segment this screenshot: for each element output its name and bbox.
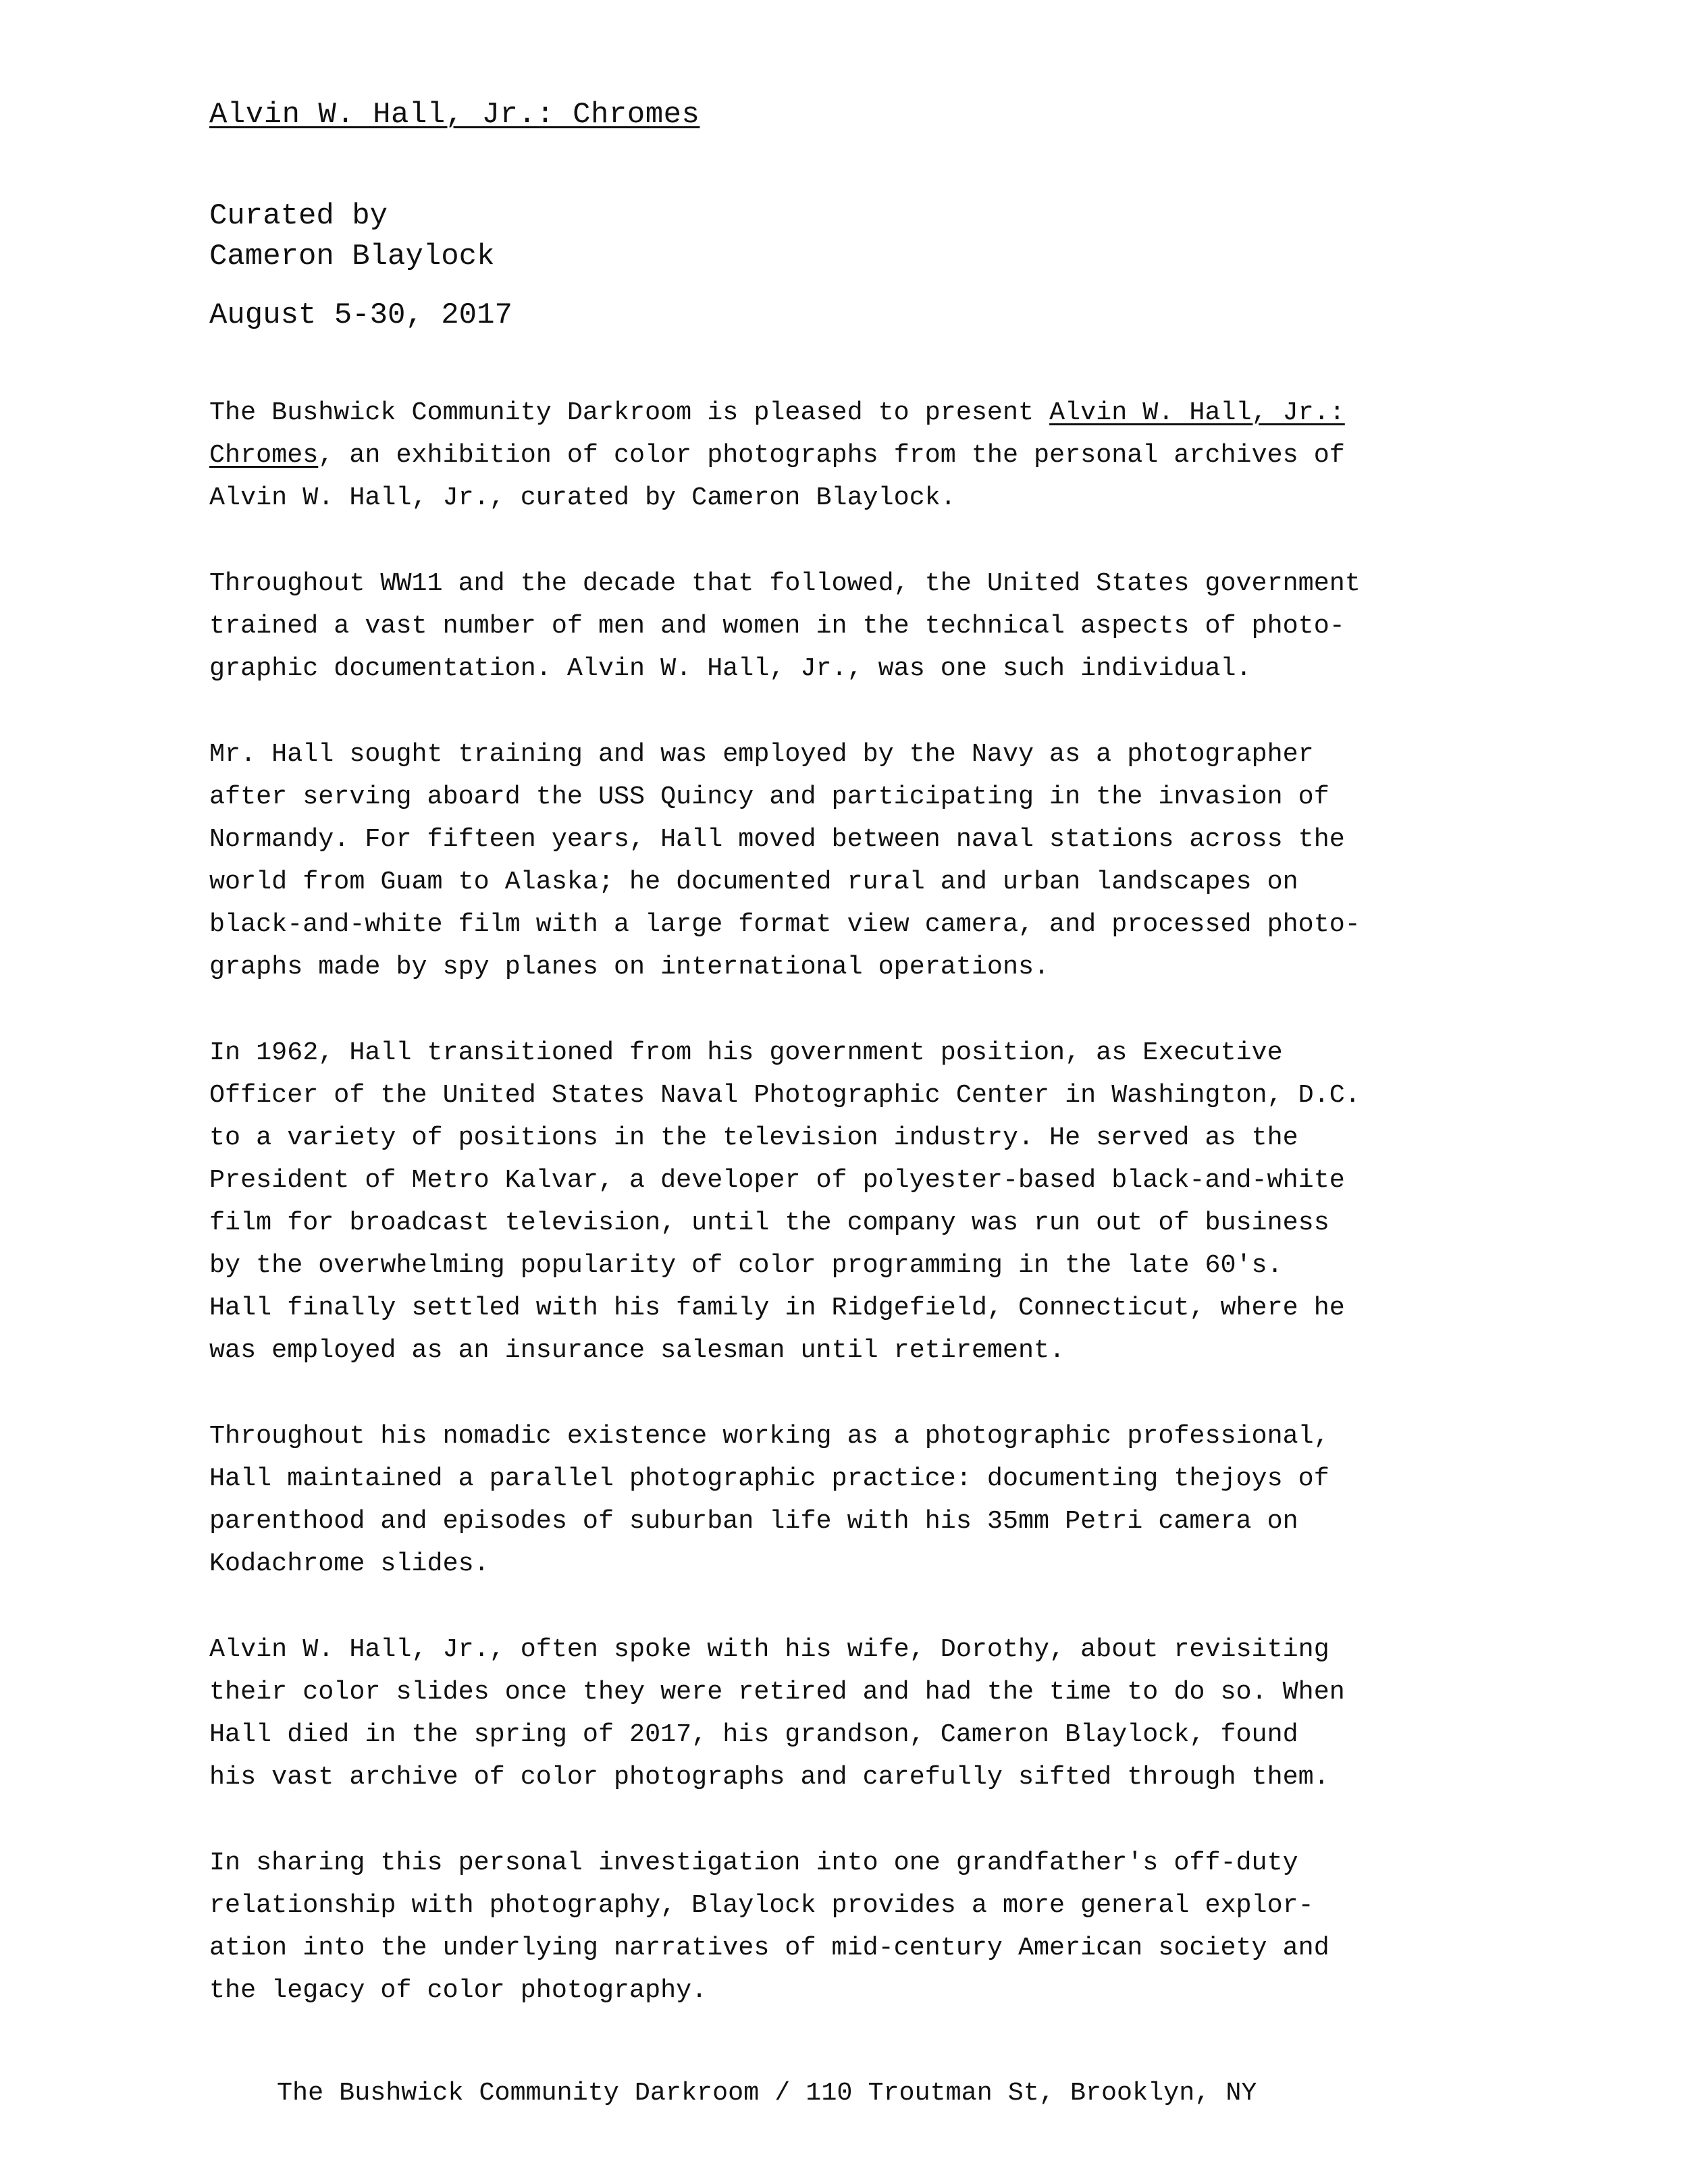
text-run: parenthood and episodes of suburban life with his 35mm Petri camera on bbox=[209, 1506, 1298, 1536]
curator-block bbox=[209, 196, 494, 277]
text-run: In sharing this personal investigation into one grandfather's off-duty bbox=[209, 1848, 1298, 1877]
title-reference: Alvin W. Hall, Jr.: bbox=[1049, 398, 1345, 427]
text-line bbox=[209, 903, 1519, 946]
curated-by-label: Curated by bbox=[209, 199, 388, 233]
text-run: , an exhibition of color photographs from the personal archives of bbox=[318, 440, 1345, 470]
body-paragraph bbox=[209, 392, 1519, 519]
text-run: ation into the underlying narratives of mid-century American society and bbox=[209, 1933, 1329, 1963]
body-paragraph bbox=[209, 562, 1519, 690]
text-run: to a variety of positions in the television industry. He served as the bbox=[209, 1123, 1298, 1152]
text-line bbox=[209, 1117, 1519, 1159]
text-run: trained a vast number of men and women in the technical aspects of photo- bbox=[209, 611, 1345, 641]
text-line bbox=[209, 562, 1519, 605]
text-line bbox=[209, 647, 1519, 690]
text-line bbox=[209, 477, 1519, 519]
text-line bbox=[209, 1884, 1519, 1927]
text-line bbox=[209, 1628, 1519, 1671]
text-line bbox=[209, 733, 1519, 776]
text-run: President of Metro Kalvar, a developer of polyester-based black-and-white bbox=[209, 1165, 1345, 1195]
text-line bbox=[209, 776, 1519, 818]
text-run: graphic documentation. Alvin W. Hall, Jr., was one such individual. bbox=[209, 654, 1252, 683]
text-run: graphs made by spy planes on international operations. bbox=[209, 952, 1050, 982]
text-run: Hall died in the spring of 2017, his grandson, Cameron Blaylock, found bbox=[209, 1720, 1298, 1749]
text-line bbox=[209, 1756, 1519, 1799]
exhibition-dates: August 5-30, 2017 bbox=[209, 298, 512, 332]
text-line bbox=[209, 605, 1519, 647]
text-run: Mr. Hall sought training and was employed by the Navy as a photographer bbox=[209, 739, 1314, 769]
text-line bbox=[209, 1927, 1519, 1969]
text-line bbox=[209, 946, 1519, 988]
text-run: Alvin W. Hall, Jr., curated by Cameron Blaylock. bbox=[209, 483, 956, 512]
text-run: world from Guam to Alaska; he documented rural and urban landscapes on bbox=[209, 867, 1298, 897]
text-line bbox=[209, 1287, 1519, 1329]
text-line bbox=[209, 1415, 1519, 1458]
text-line bbox=[209, 392, 1519, 434]
exhibition-title: Alvin W. Hall, Jr.: Chromes bbox=[209, 98, 700, 132]
text-line bbox=[209, 1329, 1519, 1372]
text-run: The Bushwick Community Darkroom is pleased to present bbox=[209, 398, 1050, 427]
text-run: relationship with photography, Blaylock provides a more general explor- bbox=[209, 1890, 1314, 1920]
text-line bbox=[209, 1074, 1519, 1117]
text-line bbox=[209, 818, 1519, 861]
text-run: Normandy. For fifteen years, Hall moved between naval stations across the bbox=[209, 824, 1345, 854]
body-paragraph bbox=[209, 1628, 1519, 1799]
text-line bbox=[209, 861, 1519, 903]
text-run: Alvin W. Hall, Jr., often spoke with his wife, Dorothy, about revisiting bbox=[209, 1634, 1329, 1664]
text-run: the legacy of color photography. bbox=[209, 1975, 708, 2005]
text-line bbox=[209, 1543, 1519, 1585]
text-line bbox=[209, 1202, 1519, 1244]
text-run: In 1962, Hall transitioned from his government position, as Executive bbox=[209, 1038, 1283, 1067]
text-run: was employed as an insurance salesman until retirement. bbox=[209, 1335, 1065, 1365]
text-run: his vast archive of color photographs and carefully sifted through them. bbox=[209, 1762, 1329, 1792]
curator-name: Cameron Blaylock bbox=[209, 240, 495, 273]
body-paragraph bbox=[209, 1842, 1519, 2012]
text-line bbox=[209, 1032, 1519, 1074]
text-line bbox=[209, 1500, 1519, 1543]
text-run: after serving aboard the USS Quincy and participating in the invasion of bbox=[209, 782, 1329, 811]
body-paragraph bbox=[209, 1415, 1519, 1585]
text-run: film for broadcast television, until the company was run out of business bbox=[209, 1208, 1329, 1237]
text-run: Kodachrome slides. bbox=[209, 1549, 490, 1578]
text-line bbox=[209, 1671, 1519, 1713]
text-run: Throughout his nomadic existence working as a photographic professional, bbox=[209, 1421, 1329, 1451]
text-run: their color slides once they were retired and had the time to do so. When bbox=[209, 1677, 1345, 1707]
footer-address: The Bushwick Community Darkroom / 110 Troutman St, Brooklyn, NY bbox=[277, 2078, 1257, 2108]
text-line bbox=[209, 1458, 1519, 1500]
text-run: Hall maintained a parallel photographic practice: documenting thejoys of bbox=[209, 1464, 1329, 1493]
text-line bbox=[209, 1159, 1519, 1202]
text-line bbox=[209, 434, 1519, 477]
text-run: Throughout WW11 and the decade that followed, the United States government bbox=[209, 568, 1361, 598]
text-line bbox=[209, 1244, 1519, 1287]
body-text bbox=[209, 392, 1519, 2055]
body-paragraph bbox=[209, 733, 1519, 988]
text-run: Hall finally settled with his family in Ridgefield, Connecticut, where he bbox=[209, 1293, 1345, 1323]
text-line bbox=[209, 1969, 1519, 2012]
body-paragraph bbox=[209, 1032, 1519, 1372]
text-run: by the overwhelming popularity of color programming in the late 60's. bbox=[209, 1250, 1283, 1280]
title-reference: Chromes bbox=[209, 440, 319, 470]
text-run: black-and-white film with a large format view camera, and processed photo- bbox=[209, 909, 1361, 939]
text-line bbox=[209, 1842, 1519, 1884]
text-line bbox=[209, 1713, 1519, 1756]
text-run: Officer of the United States Naval Photographic Center in Washington, D.C. bbox=[209, 1080, 1361, 1110]
